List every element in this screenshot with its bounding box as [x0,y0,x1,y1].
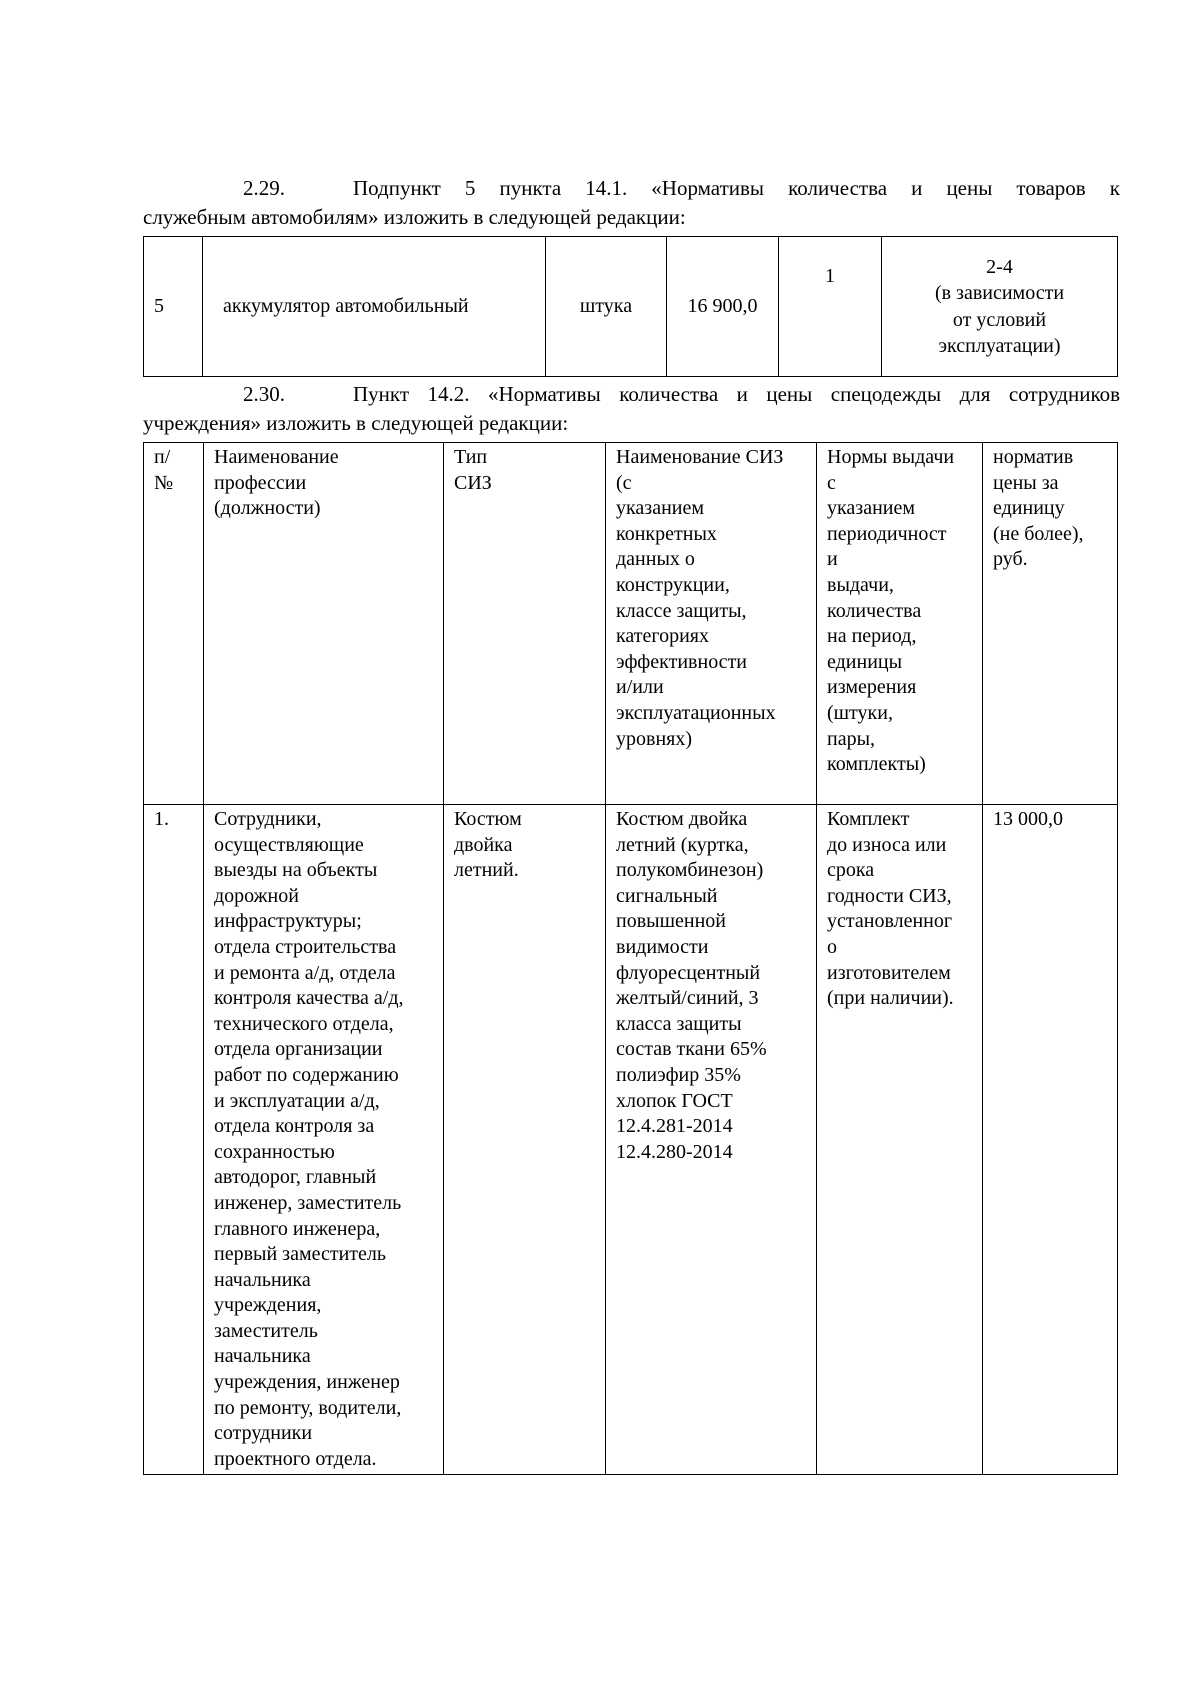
section-2-29 [143,174,1120,232]
table-row [144,805,1118,1475]
cell-type: Костюм двойка летний. [444,805,606,1475]
header-profession: Наименование профессии (должности) [204,443,444,805]
table-row [144,237,1118,377]
cell-term: 2-4 (в зависимости от условий эксплуатации) [882,237,1118,377]
header-price: норматив цены за единицу (не более), руб. [983,443,1118,805]
cell-price: 16 900,0 [667,237,779,377]
cell-num: 5 [144,237,203,377]
section-2-30 [143,380,1120,438]
workwear-norms-table [143,442,1118,1475]
cell-price: 13 000,0 [983,805,1118,1475]
header-siz-name: Наименование СИЗ (с указанием конкретных данных о конструкции, классе защиты, категориях эффективности и/или эксплуатационных уровнях) [606,443,817,805]
section-text-line2: служебным автомобилям» изложить в следующей редакции: [143,205,686,229]
cell-num: 1. [144,805,204,1475]
battery-norms-table [143,236,1118,377]
section-number: 2.30. [243,382,285,406]
cell-unit: штука [546,237,667,377]
cell-siz-name: Костюм двойка летний (куртка, полукомбинезон) сигнальный повышенной видимости флуоресцентный желтый/синий, 3 класса защиты состав ткани 65% полиэфир 35% хлопок ГОСТ 12.4.281-2014 12.4.280-2014 [606,805,817,1475]
cell-name: аккумулятор автомобильный [203,237,546,377]
table-header-row [144,443,1118,805]
section-text-line2: учреждения» изложить в следующей редакции: [143,411,569,435]
cell-qty: 1 [779,237,882,377]
section-text-line1: Пункт 14.2. «Нормативы количества и цены спецодежды для сотрудников [353,382,1120,406]
header-type: Тип СИЗ [444,443,606,805]
section-text-line1: Подпункт 5 пункта 14.1. «Нормативы количества и цены товаров к [353,176,1120,200]
cell-norms: Комплект до износа или срока годности СИЗ, установленног о изготовителем (при наличии). [817,805,983,1475]
header-num: п/ № [144,443,204,805]
section-number: 2.29. [243,176,285,200]
cell-profession: Сотрудники, осуществляющие выезды на объекты дорожной инфраструктуры; отдела строительства и ремонта а/д, отдела контроля качества а/д, технического отдела, отдела организации работ по содержанию и эксплуатации а/д, отдела контроля за сохранностью автодорог, главный инженер, заместитель главного инженера, первый заместитель начальника учреждения, заместитель начальника учреждения, инженер по ремонту, водители, сотрудники проектного отдела. [204,805,444,1475]
header-norms: Нормы выдачи с указанием периодичност и выдачи, количества на период, единицы измерения (штуки, пары, комплекты) [817,443,983,805]
